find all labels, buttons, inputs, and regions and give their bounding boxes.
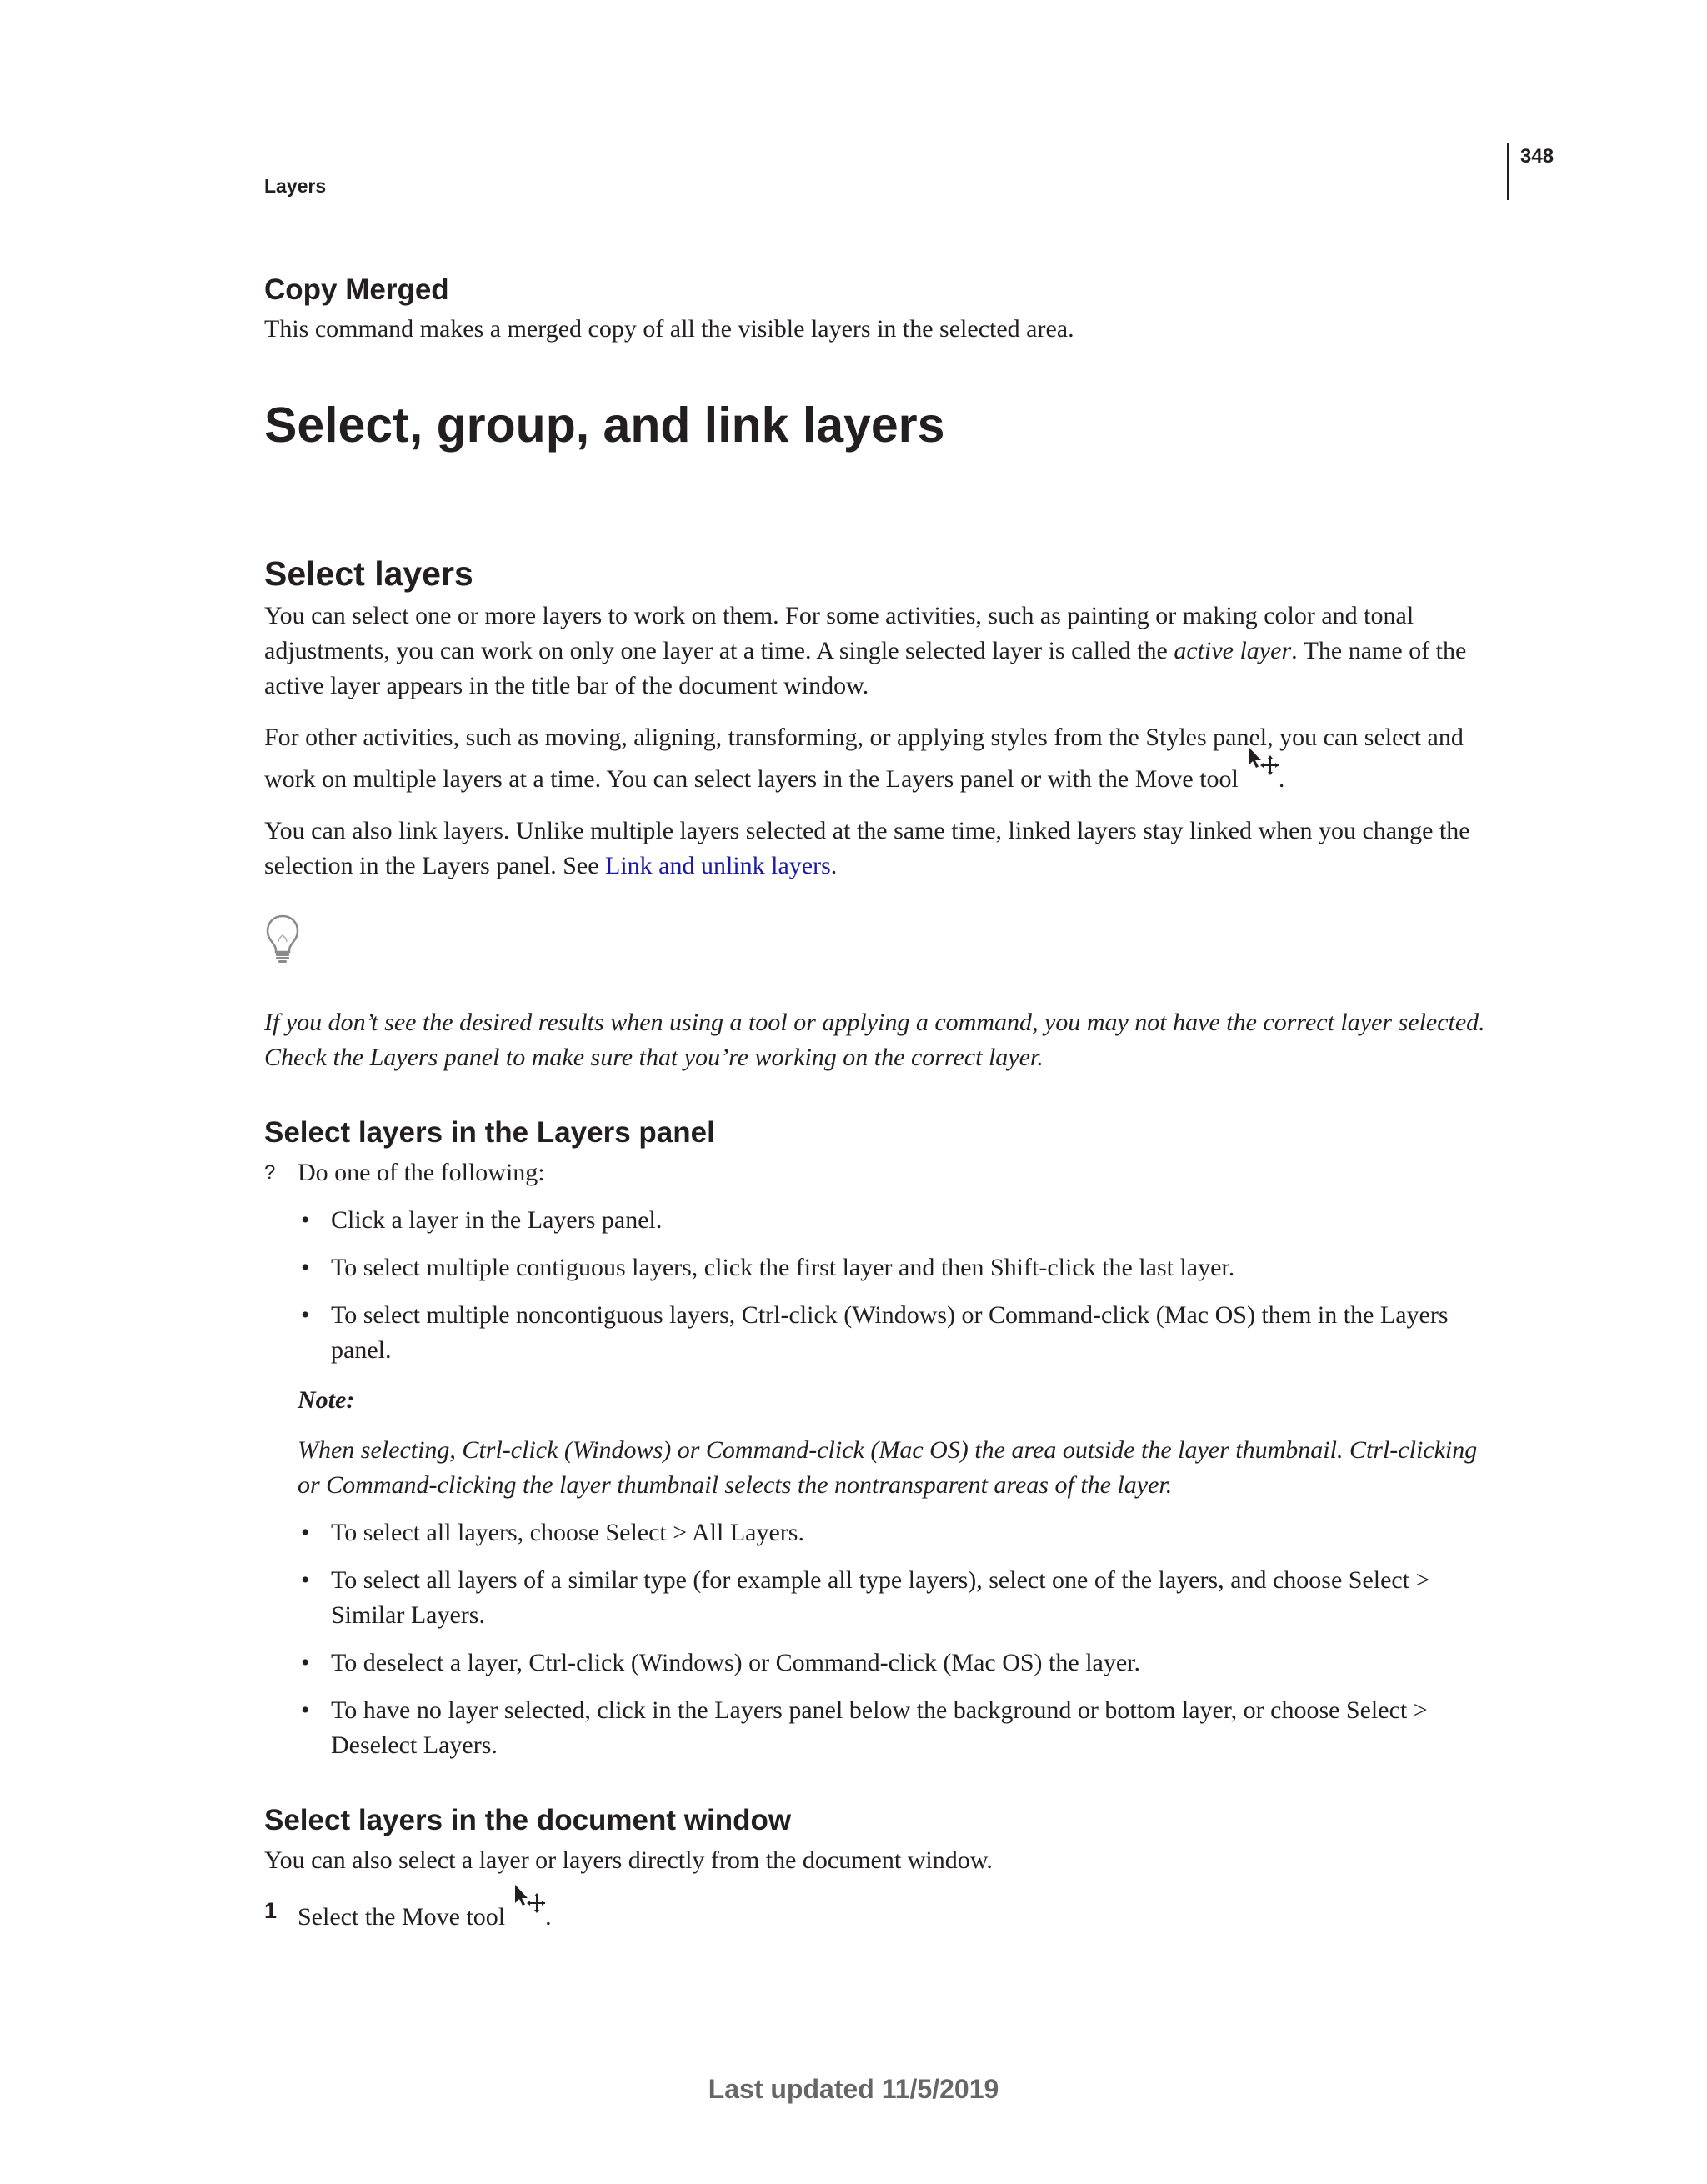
bullet-list-a (264, 1203, 1498, 1368)
copy-merged-heading: Copy Merged (264, 273, 449, 306)
move-tool-icon (512, 1883, 545, 1916)
step-text: Do one of the following: (298, 1159, 545, 1186)
paragraph-text: For other activities, such as moving, aligning, transforming, or applying styles from the Styles panel, you can select and work on multiple layers at a time. You can select layers in the Layers panel or with the Move tool (264, 724, 1464, 793)
list-item (298, 1203, 1498, 1238)
bullet-list-b (264, 1515, 1498, 1763)
step-text-after: . (545, 1903, 552, 1931)
paragraph-text: You can select one or more layers to work on them. For some activities, such as painting or making color and tonal adjustments, you can work on only one layer at a time. A single selected layer is called the (264, 602, 1414, 664)
page-content (264, 272, 1498, 1935)
list-item-text: To select multiple contiguous layers, click the first layer and then Shift-click the last layer. (331, 1254, 1235, 1281)
paragraph-text: . (830, 852, 838, 879)
list-item (298, 1693, 1498, 1763)
note-text: When selecting, Ctrl-click (Windows) or Command-click (Mac OS) the area outside the layer thumbnail. Ctrl-clicking or Command-clicking the layer thumbnail selects the nontransparent areas of the layer. (298, 1436, 1478, 1499)
select-layers-paragraph-1 (264, 599, 1498, 704)
select-layers-paragraph-3 (264, 814, 1498, 884)
paragraph-text: . The name of the active layer appears in the title bar of the document window. (264, 637, 1467, 699)
lightbulb-icon (264, 914, 301, 964)
select-layers-paragraph-2 (264, 720, 1498, 797)
step-number: 1 (264, 1898, 278, 1923)
tip-text: If you don’t see the desired results when using a tool or applying a command, you may not have the correct layer selected. Check the Layers panel to make sure that you’re working on the correct layer. (264, 1009, 1485, 1071)
list-item (298, 1298, 1498, 1368)
select-layers-heading: Select layers (264, 554, 473, 593)
list-item-text: To select all layers of a similar type (for example all type layers), select one of the layers, and choose Select > Similar Layers. (331, 1566, 1430, 1629)
bullet: • (301, 1254, 310, 1281)
bullet: • (301, 1519, 310, 1546)
list-item-text: To have no layer selected, click in the Layers panel below the background or bottom layer, or choose Select > Deselect Layers. (331, 1696, 1428, 1759)
list-item (298, 1646, 1498, 1681)
list-item-text: To select multiple noncontiguous layers, Ctrl-click (Windows) or Command-click (Mac OS) them in the Layers panel. (331, 1301, 1449, 1364)
list-item-text: Click a layer in the Layers panel. (331, 1206, 663, 1234)
header-divider (1507, 143, 1509, 200)
list-item-text: To select all layers, choose Select > All Layers. (331, 1519, 804, 1546)
copy-merged-text: This command makes a merged copy of all the visible layers in the selected area. (264, 315, 1074, 343)
document-window-heading: Select layers in the document window (264, 1804, 792, 1836)
layers-panel-heading: Select layers in the Layers panel (264, 1116, 715, 1149)
numbered-step (264, 1893, 1498, 1935)
step-text (298, 1893, 552, 1935)
list-item-text: To deselect a layer, Ctrl-click (Windows) or Command-click (Mac OS) the layer. (331, 1649, 1141, 1676)
bullet: • (301, 1301, 310, 1329)
page-number: 348 (1520, 145, 1554, 168)
active-layer-term: active layer (1174, 637, 1292, 664)
step-text-before: Select the Move tool (298, 1903, 506, 1931)
note-label: Note: (298, 1386, 355, 1414)
paragraph-text: . (1278, 765, 1285, 793)
paragraph-text: You can also link layers. Unlike multiple layers selected at the same time, linked layers stay linked when you change the selection in the Layers panel. See (264, 817, 1470, 879)
step-item (264, 1155, 1498, 1190)
running-header-title: Layers (264, 175, 327, 197)
bullet: • (301, 1206, 310, 1234)
bullet: • (301, 1566, 310, 1594)
link-and-unlink-layers-link[interactable]: Link and unlink layers (605, 852, 831, 879)
main-heading: Select, group, and link layers (264, 398, 945, 453)
document-window-text: You can also select a layer or layers directly from the document window. (264, 1846, 993, 1874)
move-tool-icon (1245, 745, 1279, 779)
list-item (298, 1563, 1498, 1633)
list-item (298, 1250, 1498, 1285)
bullet: • (301, 1696, 310, 1724)
step-marker: ? (264, 1161, 276, 1184)
footer-last-updated: Last updated 11/5/2019 (708, 2074, 999, 2104)
bullet: • (301, 1649, 310, 1676)
list-item (298, 1515, 1498, 1550)
